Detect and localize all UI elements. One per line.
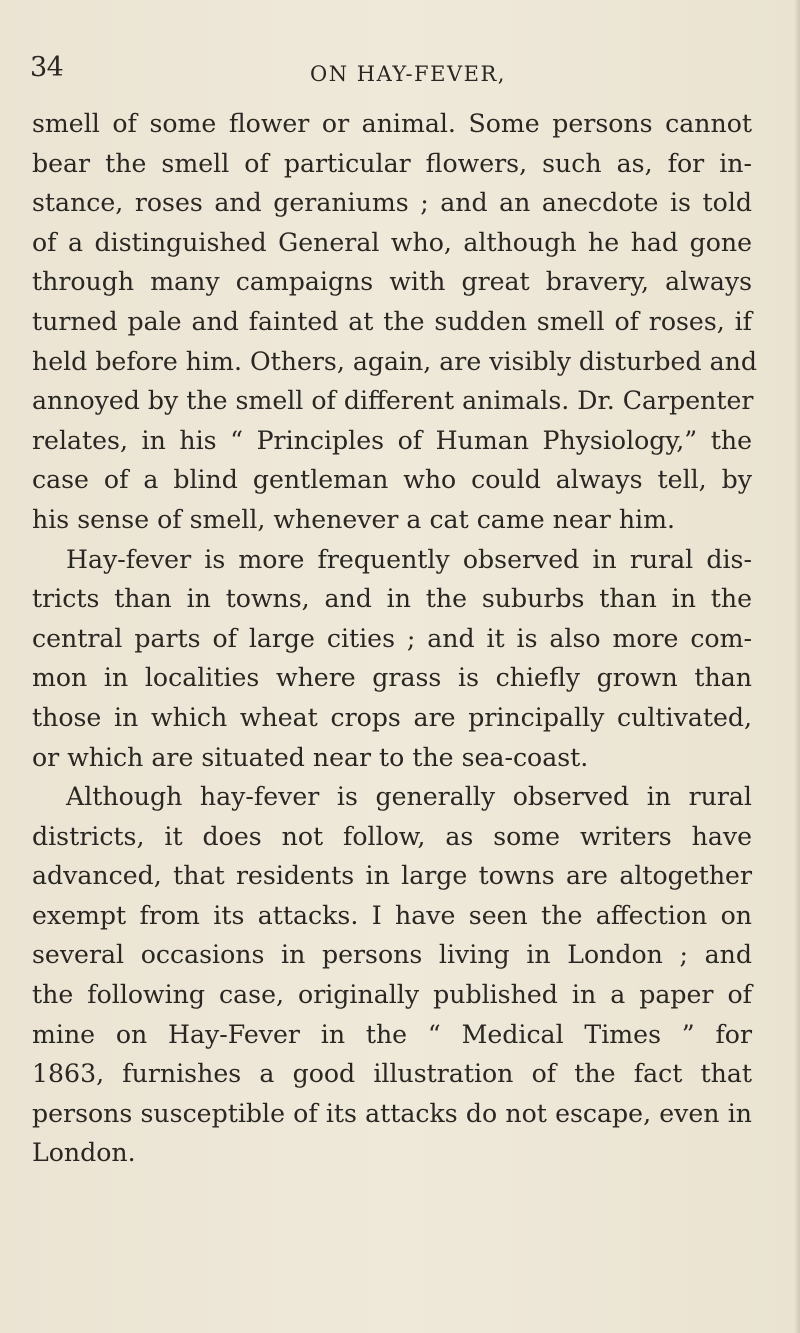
text-line: relates, in his “ Principles of Human Physiology,” the xyxy=(32,425,752,455)
text-line: of a distinguished General who, although he had gone xyxy=(32,227,752,257)
text-line: Hay-fever is more frequently observed in rural dis- xyxy=(66,544,752,574)
text-line: 1863, furnishes a good illustration of the fact that xyxy=(32,1059,752,1089)
text-line: annoyed by the smell of different animals. Dr. Carpenter xyxy=(32,386,754,416)
text-line: London. xyxy=(32,1138,136,1168)
text-line: persons susceptible of its attacks do not escape, even in xyxy=(32,1098,752,1128)
text-line: advanced, that residents in large towns are altogether xyxy=(32,861,752,891)
text-line: turned pale and fainted at the sudden smell of roses, if xyxy=(32,306,752,336)
page-edge-shadow xyxy=(794,0,800,1333)
text-line: through many campaigns with great bravery, always xyxy=(32,267,752,297)
text-line: districts, it does not follow, as some writers have xyxy=(32,821,752,851)
text-line: his sense of smell, whenever a cat came near him. xyxy=(32,504,675,534)
text-line: exempt from its attacks. I have seen the affection on xyxy=(32,900,752,930)
text-line: several occasions in persons living in London ; and xyxy=(32,940,752,970)
paragraph-3 xyxy=(32,777,752,1173)
text-line: smell of some flower or animal. Some persons cannot xyxy=(32,109,752,138)
text-line: Although hay-fever is generally observed in rural xyxy=(66,782,752,812)
page-number: 34 xyxy=(30,52,64,83)
text-line: or which are situated near to the sea-coast. xyxy=(32,742,589,772)
page-header xyxy=(0,52,800,112)
text-line: tricts than in towns, and in the suburbs than in the xyxy=(32,584,752,614)
text-line: held before him. Others, again, are visibly disturbed and xyxy=(32,346,757,376)
text-line: central parts of large cities ; and it is also more com- xyxy=(32,623,752,653)
text-line: case of a blind gentleman who could always tell, by xyxy=(32,465,752,495)
text-line: bear the smell of particular flowers, such as, for in- xyxy=(32,148,752,178)
text-line: mine on Hay-Fever in the “ Medical Times ” for xyxy=(32,1019,752,1049)
text-line: mon in localities where grass is chiefly grown than xyxy=(32,663,752,693)
text-line: those in which wheat crops are principally cultivated, xyxy=(32,702,752,732)
text-line: stance, roses and geraniums ; and an anecdote is told xyxy=(32,188,752,218)
paragraph-1 xyxy=(32,104,757,540)
text-line: the following case, originally published in a paper of xyxy=(32,980,752,1010)
running-head: ON HAY-FEVER, xyxy=(310,62,506,86)
body-text xyxy=(32,104,757,1173)
paragraph-2 xyxy=(32,540,752,778)
